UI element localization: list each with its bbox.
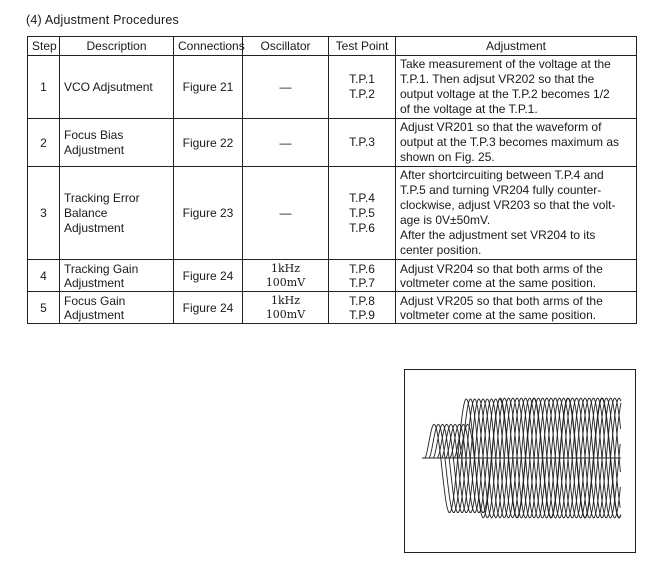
adjustment-line: center position. — [400, 243, 482, 257]
test-point-line: T.P.4 — [349, 190, 375, 205]
test-point-line: T.P.5 — [349, 205, 375, 220]
connections-cell: Figure 23 — [174, 167, 243, 260]
waveform-diagram — [405, 370, 635, 552]
table-row — [28, 260, 637, 292]
oscillator-cell — [243, 56, 329, 119]
adjustment-line: Take measurement of the voltage at the — [400, 57, 611, 71]
table-row — [28, 292, 637, 324]
oscillator-line: — — [279, 135, 292, 150]
test-point-line: T.P.1 — [349, 72, 375, 86]
description-cell — [60, 167, 174, 260]
adjustment-cell — [396, 167, 637, 260]
description-cell — [60, 292, 174, 324]
test-point-line: T.P.6 — [349, 220, 375, 235]
test-point-cell — [329, 260, 396, 292]
oscillator-line: 100mV — [265, 307, 306, 321]
test-point-cell — [329, 167, 396, 260]
adjustment-cell — [396, 292, 637, 324]
column-header-test-point: Test Point — [329, 37, 396, 56]
step-cell: 4 — [28, 260, 60, 292]
oscillator-cell — [243, 167, 329, 260]
adjustment-line: After shortcircuiting between T.P.4 and — [400, 168, 604, 182]
description-line: Balance — [64, 205, 108, 220]
adjustment-line: Adjust VR204 so that both arms of the — [400, 261, 603, 276]
description-cell — [60, 260, 174, 292]
column-header-connections: Connections — [174, 37, 243, 56]
adjustment-procedures-table — [27, 36, 637, 324]
adjustment-line: shown on Fig. 25. — [400, 150, 495, 164]
description-line: Tracking Gain — [64, 261, 139, 276]
table-row — [28, 167, 637, 260]
connections-cell: Figure 22 — [174, 119, 243, 167]
description-line: Adjustment — [64, 142, 125, 157]
column-header-oscillator: Oscillator — [243, 37, 329, 56]
description-line: Adjustment — [64, 307, 125, 322]
adjustment-line: T.P.1. Then adjsut VR202 so that the — [400, 72, 595, 86]
oscillator-line: — — [279, 206, 292, 220]
adjustment-cell — [396, 260, 637, 292]
adjustment-line: Adjust VR201 so that the waveform of — [400, 120, 602, 134]
adjustment-line: of the voltage at the T.P.1. — [400, 102, 538, 116]
test-point-line: T.P.3 — [349, 135, 375, 149]
test-point-cell — [329, 56, 396, 119]
test-point-line: T.P.8 — [349, 293, 375, 308]
adjustment-line: Adjust VR205 so that both arms of the — [400, 293, 603, 308]
oscillator-line: 1kHz — [270, 261, 301, 275]
description-line: Tracking Error — [64, 190, 140, 205]
step-cell: 1 — [28, 56, 60, 119]
table-row — [28, 56, 637, 119]
step-cell: 3 — [28, 167, 60, 260]
oscillator-cell — [243, 292, 329, 324]
description-line: Adjustment — [64, 275, 125, 290]
column-header-step: Step — [28, 37, 60, 56]
step-cell: 2 — [28, 119, 60, 167]
test-point-line: T.P.6 — [349, 261, 375, 276]
column-header-description: Description — [60, 37, 174, 56]
waveform-figure — [404, 369, 636, 553]
oscillator-line: 1kHz — [270, 293, 301, 307]
oscillator-line: — — [279, 80, 292, 94]
description-line: Adjustment — [64, 220, 125, 235]
test-point-cell — [329, 119, 396, 167]
adjustment-line: output voltage at the T.P.2 becomes 1/2 — [400, 87, 610, 101]
test-point-line: T.P.9 — [349, 307, 375, 322]
table-row — [28, 119, 637, 167]
adjustment-line: clockwise, adjust VR203 so that the volt- — [400, 198, 616, 212]
oscillator-line: 100mV — [265, 275, 306, 289]
test-point-line: T.P.7 — [349, 275, 375, 290]
connections-cell: Figure 21 — [174, 56, 243, 119]
adjustment-cell — [396, 119, 637, 167]
description-line: Focus Gain — [64, 293, 126, 308]
test-point-line: T.P.2 — [349, 87, 375, 101]
description-cell — [60, 119, 174, 167]
connections-cell: Figure 24 — [174, 260, 243, 292]
adjustment-cell — [396, 56, 637, 119]
oscillator-cell — [243, 119, 329, 167]
description-line: VCO Adjsutment — [64, 79, 153, 94]
connections-cell: Figure 24 — [174, 292, 243, 324]
oscillator-cell — [243, 260, 329, 292]
adjustment-line: voltmeter come at the same position. — [400, 307, 597, 322]
adjustment-line: output at the T.P.3 becomes maximum as — [400, 135, 620, 149]
description-line: Focus Bias — [64, 127, 124, 142]
adjustment-line: voltmeter come at the same position. — [400, 275, 597, 290]
section-heading: (4) Adjustment Procedures — [26, 13, 179, 27]
column-header-adjustment: Adjustment — [396, 37, 637, 56]
test-point-cell — [329, 292, 396, 324]
description-cell — [60, 56, 174, 119]
adjustment-line: T.P.5 and turning VR204 fully counter- — [400, 183, 602, 197]
adjustment-line: After the adjustment set VR204 to its — [400, 228, 596, 242]
adjustment-line: age is 0V±50mV. — [400, 213, 491, 227]
table-header-row — [28, 37, 637, 56]
step-cell: 5 — [28, 292, 60, 324]
